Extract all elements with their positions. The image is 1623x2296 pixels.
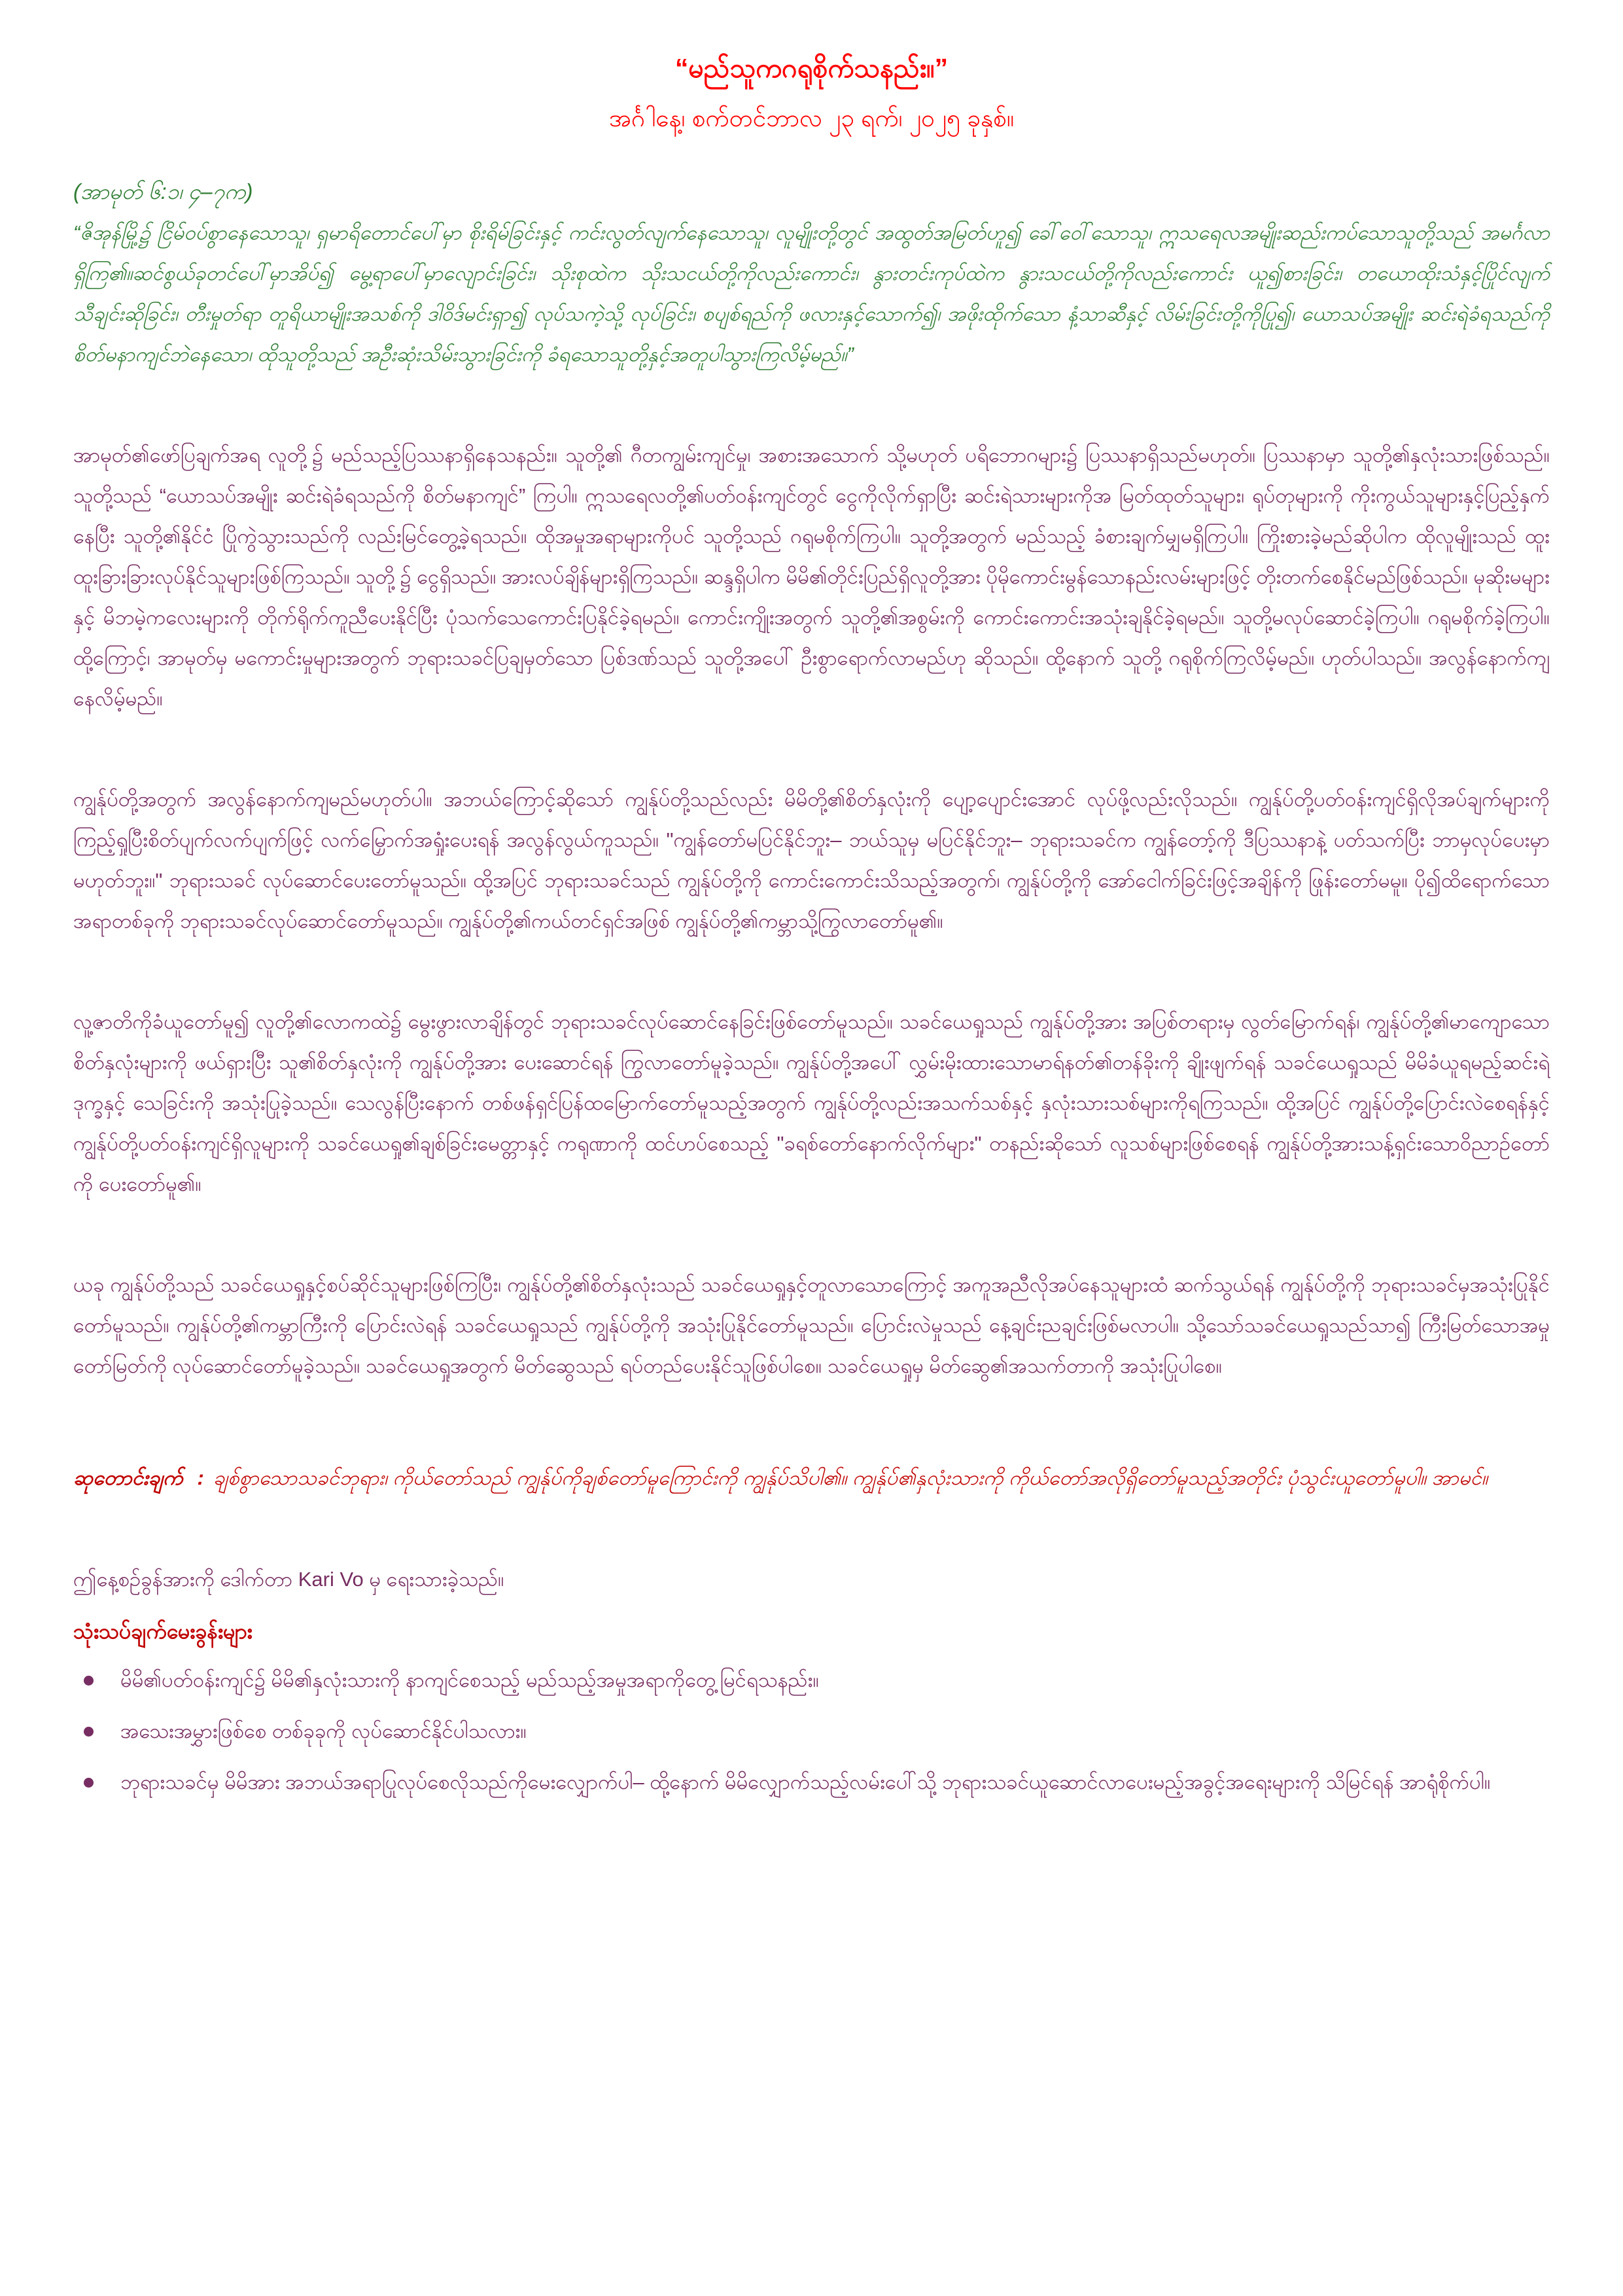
scripture-reference: (အာမုတ် ၆:၁၊ ၄–၇က) [73, 179, 253, 204]
question-item [120, 1762, 1550, 1803]
scripture-quote: “ဇိအုန်မြို့၌ ငြိမ်ဝပ်စွာနေသောသူ၊ ရှမာရိတောင်ပေါ်မှာ စိုးရိမ်ခြင်းနှင့် ကင်းလွတ်လျက်နေသောသူ၊ လူမျိုးတို့တွင် အထွတ်အမြတ်ဟူ၍ ခေါ်ဝေါ်သောသူ၊ ဣသရေလအမျိုးဆည်းကပ်သောသူတို့သည် အမင်္ဂလာ ရှိကြ၏။ဆင်စွယ်ခုတင်ပေါ်မှာအိပ်၍ မွေ့ရာပေါ်မှာလျောင်းခြင်း၊ သိုးစုထဲက သိုးသငယ်တို့ကိုလည်းကောင်း၊ နွားတင်းကုပ်ထဲက နွားသငယ်တို့ကိုလည်းကောင်း ယူ၍စားခြင်း၊ တယောထိုးသံနှင့်ပြိုင်လျက် သီချင်းဆိုခြင်း၊ တီးမှုတ်ရာ တူရိယာမျိုးအသစ်ကို ဒါဝိဒ်မင်းရှာ၍ လုပ်သကဲ့သို့ လုပ်ခြင်း၊ စပျစ်ရည်ကို ဖလားနှင့်သောက်၍၊ အဖိုးထိုက်သော နံ့သာဆီနှင့် လိမ်းခြင်းတို့ကိုပြု၍၊ ယောသပ်အမျိုး ဆင်းရဲခံရသည်ကို စိတ်မနာကျင်ဘဲနေသော၊ ထိုသူတို့သည် အဦးဆုံးသိမ်းသွားခြင်းကို ခံရသောသူတို့နှင့်အတူပါသွားကြလိမ့်မည်။” [73, 221, 1550, 366]
bullet-icon [84, 1676, 94, 1686]
question-text: ဘုရားသခင်မှ မိမိအား အဘယ်အရာပြုလုပ်စေလိုသည်ကိုမေးလျှောက်ပါ– ထို့နောက် မိမိလျှောက်သည့်လမ်းပေါ်သို့ ဘုရားသခင်ယူဆောင်လာပေးမည့်အခွင့်အရေးများကို သိမြင်ရန် အာရုံစိုက်ပါ။ [120, 1771, 1491, 1794]
prayer-label: ဆုတောင်းချက် [73, 1466, 183, 1490]
prayer-separator: : [197, 1466, 204, 1490]
page-title: “မည်သူကဂရုစိုက်သနည်း။” [674, 53, 949, 83]
questions-heading: သုံးသပ်ချက်မေးခွန်းများ [73, 1619, 253, 1644]
question-item [120, 1660, 1550, 1701]
body-paragraph-2: ကျွန်ုပ်တို့အတွက် အလွန်နောက်ကျမည်မဟုတ်ပါ။ အဘယ်ကြောင့်ဆိုသော် ကျွန်ုပ်တို့သည်လည်း မိမိတို့၏စိတ်နှလုံးကို ပျော့ပျောင်းအောင် လုပ်ဖို့လည်းလိုသည်။ ကျွန်ုပ်တို့ပတ်ဝန်းကျင်ရှိလိုအပ်ချက်များကို ကြည့်ရှုပြီးစိတ်ပျက်လက်ပျက်ဖြင့် လက်မြှောက်အရှုံးပေးရန် အလွန်လွယ်ကူသည်။ "ကျွန်တော်မပြင်နိုင်ဘူး– ဘယ်သူမှ မပြင်နိုင်ဘူး– ဘုရားသခင်က ကျွန်တော့်ကို ဒီပြဿနာနဲ့ ပတ်သက်ပြီး ဘာမှလုပ်ပေးမှာမဟုတ်ဘူး။" ဘုရားသခင် လုပ်ဆောင်ပေးတော်မူသည်။ ထို့အပြင် ဘုရားသခင်သည် ကျွန်ုပ်တို့ကို ကောင်းကောင်းသိသည့်အတွက်၊ ကျွန်ုပ်တို့ကို အော်ငေါက်ခြင်းဖြင့်အချိန်ကို ဖြုန်းတော်မမူ။ ပို၍ထိရောက်သောအရာတစ်ခုကို ဘုရားသခင်လုပ်ဆောင်တော်မူသည်။ ကျွန်ုပ်တို့၏ကယ်တင်ရှင်အဖြစ် ကျွန်ုပ်တို့၏ကမ္ဘာသို့ကြွလာတော်မူ၏။ [73, 788, 1550, 933]
question-text: အသေးအမွှားဖြစ်စေ တစ်ခုခုကို လုပ်ဆောင်နိုင်ပါသလား။ [120, 1720, 527, 1743]
bullet-icon [84, 1727, 94, 1737]
body-paragraph-4: ယခု ကျွန်ုပ်တို့သည် သခင်ယေရှုနှင့်စပ်ဆိုင်သူများဖြစ်ကြပြီး၊ ကျွန်ုပ်တို့၏စိတ်နှလုံးသည် သခင်ယေရှုနှင့်တူလာသောကြောင့် အကူအညီလိုအပ်နေသူများထံ ဆက်သွယ်ရန် ကျွန်ုပ်တို့ကို ဘုရားသခင်မှအသုံးပြုနိုင်တော်မူသည်။ ကျွန်ုပ်တို့၏ကမ္ဘာကြီးကို ပြောင်းလဲရန် သခင်ယေရှုသည် ကျွန်ုပ်တို့ကို အသုံးပြုနိုင်တော်မူသည်။ ပြောင်းလဲမှုသည် နေ့ချင်းညချင်းဖြစ်မလာပါ။ သို့သော်သခင်ယေရှုသည်သာ၍ ကြီးမြတ်သောအမှုတော်မြတ်ကို လုပ်ဆောင်တော်မူခဲ့သည်။ သခင်ယေရှုအတွက် မိတ်ဆွေသည် ရပ်တည်ပေးနိုင်သူဖြစ်ပါစေ။ သခင်ယေရှုမှ မိတ်ဆွေ၏အသက်တာကို အသုံးပြုပါစေ။ [73, 1273, 1550, 1378]
date-line: အင်္ဂါနေ့၊ စက်တင်ဘာလ ၂၃ ရက်၊ ၂၀၂၅ ခုနှစ်။ [608, 105, 1015, 132]
question-item [120, 1711, 1550, 1752]
author-line: ဤနေ့စဉ်ခွန်အားကို ဒေါက်တာ Kari Vo မှ ရေးသားခဲ့သည်။ [73, 1568, 504, 1591]
questions-list [73, 1660, 1550, 1803]
body-paragraph-3: လူ့ဇာတိကိုခံယူတော်မူ၍ လူတို့၏လောကထဲ၌ မွေးဖွားလာချိန်တွင် ဘုရားသခင်လုပ်ဆောင်နေခြင်းဖြစ်တော်မူသည်။ သခင်ယေရှုသည် ကျွန်ုပ်တို့အား အပြစ်တရားမှ လွတ်မြောက်ရန်၊ ကျွန်ုပ်တို့၏မာကျောသောစိတ်နှလုံးများကို ဖယ်ရှားပြီး သူ၏စိတ်နှလုံးကို ကျွန်ုပ်တို့အား ပေးဆောင်ရန် ကြွလာတော်မူခဲ့သည်။ ကျွန်ုပ်တို့အပေါ် လွှမ်းမိုးထားသောမာရ်နတ်၏တန်ခိုးကို ချိုးဖျက်ရန် သခင်ယေရှုသည် မိမိခံယူရမည့်ဆင်းရဲဒုက္ခနှင့် သေခြင်းကို အသုံးပြုခဲ့သည်။ သေလွန်ပြီးနောက် တစ်ဖန်ရှင်ပြန်ထမြောက်တော်မူသည့်အတွက် ကျွန်ုပ်တို့လည်းအသက်သစ်နှင့် နှလုံးသားသစ်များကိုရကြသည်။ ထို့အပြင် ကျွန်ုပ်တို့ပြောင်းလဲစေရန်နှင့် ကျွန်ုပ်တို့ပတ်ဝန်းကျင်ရှိလူများကို သခင်ယေရှု၏ချစ်ခြင်းမေတ္တာနှင့် ကရုဏာကို ထင်ဟပ်စေသည့် "ခရစ်တော်နောက်လိုက်များ" တနည်းဆိုသော် လူသစ်များဖြစ်စေရန် ကျွန်ုပ်တို့အားသန့်ရှင်းသောဝိညာဉ်တော်ကို ပေးတော်မူ၏။ [73, 1010, 1550, 1196]
prayer-paragraph [73, 1457, 1550, 1499]
question-text: မိမိ၏ပတ်ဝန်းကျင်၌ မိမိ၏နှလုံးသားကို နာကျင်စေသည့် မည်သည့်အမှုအရာကိုတွေ့မြင်ရသနည်း။ [120, 1669, 819, 1692]
prayer-text: ချစ်စွာသောသခင်ဘုရား၊ ကိုယ်တော်သည် ကျွန်ုပ်ကိုချစ်တော်မူကြောင်းကို ကျွန်ုပ်သိပါ၏။ ကျွန်ုပ်၏နှလုံးသားကို ကိုယ်တော်အလိုရှိတော်မူသည့်အတိုင်း ပုံသွင်းယူတော်မူပါ။ အာမင်။ [213, 1466, 1488, 1490]
bullet-icon [84, 1778, 94, 1788]
body-paragraph-1: အာမုတ်၏ဖော်ပြချက်အရ လူတို့၌ မည်သည့်ပြဿနာရှိနေသနည်း။ သူတို့၏ ဂီတကျွမ်းကျင်မှု၊ အစားအသောက် သို့မဟုတ် ပရိဘောဂများ၌ ပြဿနာရှိသည်မဟုတ်။ ပြဿနာမှာ သူတို့၏နှလုံးသားဖြစ်သည်။ သူတို့သည် “ယောသပ်အမျိုး ဆင်းရဲခံရသည်ကို စိတ်မနာကျင်” ကြပါ။ ဣသရေလတို့၏ပတ်ဝန်းကျင်တွင် ငွေကိုလိုက်ရှာပြီး ဆင်းရဲသားများကိုအ မြတ်ထုတ်သူများ၊ ရုပ်တုများကို ကိုးကွယ်သူများနှင့်ပြည့်နှက်နေပြီး သူတို့၏နိုင်ငံ ပြိုကွဲသွားသည်ကို လည်းမြင်တွေ့ခဲ့ရသည်။ ထိုအမှုအရာများကိုပင် သူတို့သည် ဂရုမစိုက်ကြပါ။ သူတို့အတွက် မည်သည့် ခံစားချက်မျှမရှိကြပါ။ ကြိုးစားခဲ့မည်ဆိုပါက ထိုလူမျိုးသည် ထူးထူးခြားခြားလုပ်နိုင်သူများဖြစ်ကြသည်။ သူတို့၌ ငွေရှိသည်။ အားလပ်ချိန်များရှိကြသည်။ ဆန္ဒရှိပါက မိမိ၏တိုင်းပြည်ရှိလူတို့အား ပိုမိုကောင်းမွန်သောနည်းလမ်းများဖြင့် တိုးတက်စေနိုင်မည်ဖြစ်သည်။ မုဆိုးမများနှင့် မိဘမဲ့ကလေးများကို တိုက်ရိုက်ကူညီပေးနိုင်ပြီး ပုံသက်သေကောင်းပြနိုင်ခဲ့ရမည်။ ကောင်းကျိုးအတွက် သူတို့၏အစွမ်းကို ကောင်းကောင်းအသုံးချနိုင်ခဲ့ရမည်။ သူတို့မလုပ်ဆောင်ခဲ့ကြပါ။ ဂရုမစိုက်ခဲ့ကြပါ။ ထို့ကြောင့်၊ အာမုတ်မှ မကောင်းမှုများအတွက် ဘုရားသခင်ပြချမှတ်သော ပြစ်ဒဏ်သည် သူတို့အပေါ် ဦးစွာရောက်လာမည်ဟု ဆိုသည်။ ထို့နောက် သူတို့ ဂရုစိုက်ကြလိမ့်မည်။ ဟုတ်ပါသည်။ အလွန်နောက်ကျနေလိမ့်မည်။ [73, 444, 1550, 711]
